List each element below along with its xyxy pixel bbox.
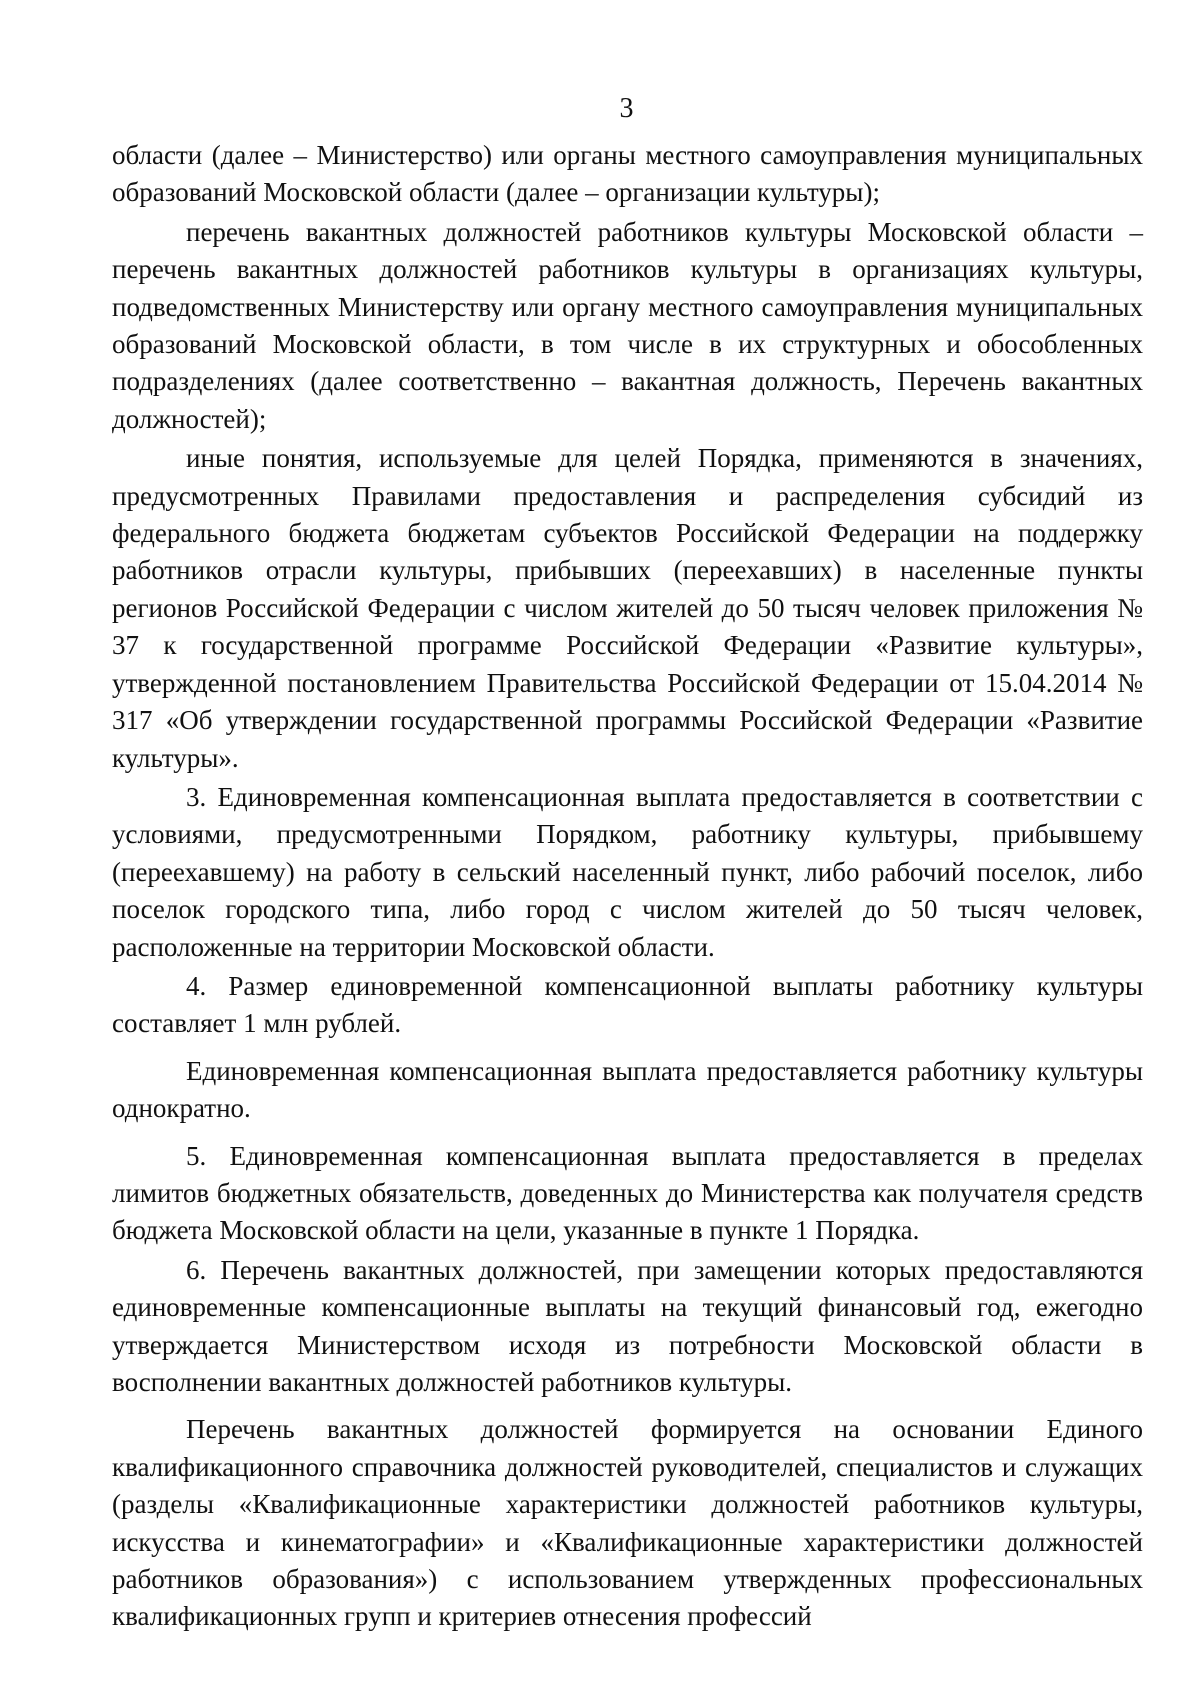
paragraph-item-6: 6. Перечень вакантных должностей, при замещении которых предоставляются единовременные компенсационные выплаты на текущий финансовый год, ежегодно утверждается Министерством исходя из потребности Московской области в восполнении вакантных должностей работников культуры. — [112, 1254, 1143, 1397]
paragraph-continuation: области (далее – Министерство) или органы местного самоуправления муниципальных образований Московской области (далее – организации культуры); — [112, 140, 1143, 208]
paragraph-vacancy-list-formation: Перечень вакантных должностей формируется на основании Единого квалификационного справочника должностей руководителей, специалистов и служащих (разделы «Квалификационные характеристики должностей работников культуры, искусства и кинематографии» и «Квалификационные характеристики должностей работников образования») с использованием утвержденных профессиональных квалификационных групп и критериев отнесения профессий — [112, 1414, 1143, 1632]
paragraph-item-5: 5. Единовременная компенсационная выплата предоставляется в пределах лимитов бюджетных обязательств, доведенных до Министерства как получателя средств бюджета Московской области на цели, указанные в пункте 1 Порядка. — [112, 1140, 1143, 1246]
document-body — [112, 137, 1143, 1636]
paragraph-other-terms: иные понятия, используемые для целей Порядка, применяются в значениях, предусмотренных Правилами предоставления и распределения субсидий из федерального бюджета бюджетам субъектов Российской Федерации на поддержку работников отрасли культуры, прибывших (переехавших) в населенные пункты регионов Российской Федерации с числом жителей до 50 тысяч человек приложения № 37 к государственной программе Российской Федерации «Развитие культуры», утвержденной постановлением Правительства Российской Федерации от 15.04.2014 № 317 «Об утверждении государственной программы Российской Федерации «Развитие культуры». — [112, 443, 1143, 773]
paragraph-one-time-payment: Единовременная компенсационная выплата предоставляется работнику культуры однократно. — [112, 1055, 1143, 1124]
paragraph-item-4: 4. Размер единовременной компенсационной выплаты работнику культуры составляет 1 млн рублей. — [112, 970, 1143, 1039]
page-number: 3 — [619, 93, 634, 124]
paragraph-vacancy-list-definition: перечень вакантных должностей работников культуры Московской области – перечень вакантных должностей работников культуры в организациях культуры, подведомственных Министерству или органу местного самоуправления муниципальных образований Московской области, в том числе в их структурных и обособленных подразделениях (далее соответственно – вакантная должность, Перечень вакантных должностей); — [112, 216, 1143, 434]
paragraph-item-3: 3. Единовременная компенсационная выплата предоставляется в соответствии с условиями, предусмотренными Порядком, работнику культуры, прибывшему (переехавшему) на работу в сельский населенный пункт, либо рабочий поселок, либо поселок городского типа, либо город с числом жителей до 50 тысяч человек, расположенные на территории Московской области. — [112, 781, 1143, 962]
